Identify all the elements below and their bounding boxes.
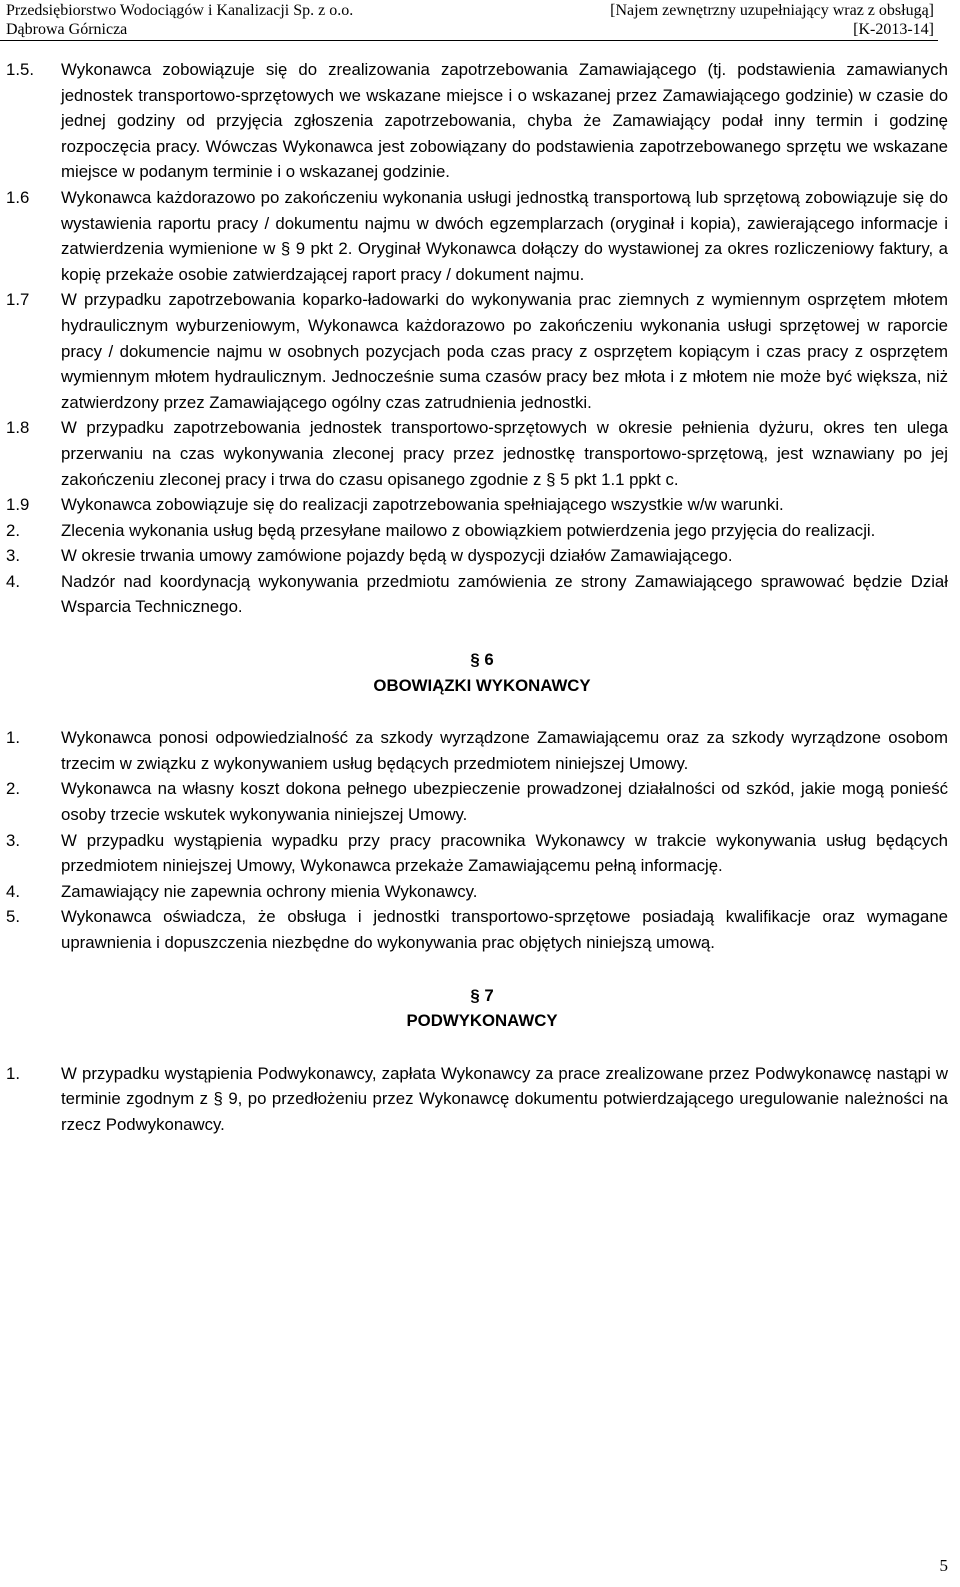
item-number: 1. — [6, 1063, 20, 1083]
list-item — [0, 904, 948, 955]
item-number: 1.7 — [6, 290, 30, 310]
list-item — [0, 287, 948, 415]
item-number: 2. — [6, 779, 20, 799]
item-text: Wykonawca zobowiązuje się do realizacji zapotrzebowania spełniającego wszystkie w/w warunki. — [61, 495, 784, 515]
page-header — [0, 0, 960, 40]
page-number: 5 — [939, 1556, 948, 1575]
item-text: W przypadku zapotrzebowania jednostek transportowo-sprzętowych w okresie pełnienia dyżuru, okres ten ulega przerwaniu na czas wykonywania zleconej pracy przez jednostkę transportowo-sprzętową, jest wznawiany po jej zakończeniu zleconej pracy i trwa do czasu opisanego zgodnie z § 5 pkt 1.1 ppkt c. — [61, 418, 948, 489]
item-number: 3. — [6, 830, 20, 850]
header-company: Przedsiębiorstwo Wodociągów i Kanalizacji Sp. z o.o. — [6, 2, 354, 19]
item-text: W przypadku wystąpienia Podwykonawcy, zapłata Wykonawcy za prace zrealizowane przez Podwykonawcę nastąpi w terminie zgodnym z § 9, po przedłożeniu przez Wykonawcę dokumentu potwierdzającego uregulowanie należności na rzecz Podwykonawcy. — [61, 1063, 948, 1134]
section-6-heading — [0, 647, 948, 698]
item-number: 2. — [6, 520, 20, 540]
section-6-title: OBOWIĄZKI WYKONAWCY — [373, 675, 591, 695]
item-text: Wykonawca zobowiązuje się do zrealizowania zapotrzebowania Zamawiającego (tj. podstawienia zamawianych jednostek transportowo-sprzętowych we wskazane miejsce i o wskazanej przez Zamawiającego godzinie) w czasie do jednej godziny od przyjęcia zgłoszenia zapotrzebowania, chyba że Zamawiający podał inny termin i godzinę rozpoczęcia pracy. Wówczas Wykonawca jest zobowiązany do podstawienia zapotrzebowanego sprzętu we wskazane miejsce w podanym terminie i o wskazanej godzinie. — [61, 60, 948, 182]
list-item — [0, 185, 948, 287]
list-item — [0, 518, 948, 544]
section-6-symbol: § 6 — [470, 650, 494, 670]
item-text: Wykonawca każdorazowo po zakończeniu wykonania usługi jednostką transportową lub sprzętową zobowiązuje się do wystawienia raportu pracy / dokumentu najmu w dwóch egzemplarzach (oryginał i kopia), zawierającego informacje i zatwierdzenia wymienione w § 9 pkt 2. Oryginał Wykonawca dołączy do wystawionej za okres rozliczeniowy faktury, a kopię przekaże osobie zatwierdzającej raport pracy / dokument najmu. — [61, 187, 948, 284]
list-item — [0, 569, 948, 620]
item-number: 1. — [6, 728, 20, 748]
item-number: 1.8 — [6, 418, 30, 438]
item-number: 3. — [6, 546, 20, 566]
list-item — [0, 776, 948, 827]
list-item — [0, 543, 948, 569]
item-text: Wykonawca oświadcza, że obsługa i jednostki transportowo-sprzętowe posiadają kwalifikacje oraz wymagane uprawnienia i dopuszczenia niezbędne do wykonywania prac objętych niniejszą umową. — [61, 907, 948, 952]
item-text: W okresie trwania umowy zamówione pojazdy będą w dyspozycji działów Zamawiającego. — [61, 546, 733, 566]
list-item — [0, 415, 948, 492]
item-number: 5. — [6, 907, 20, 927]
section-7-heading — [0, 983, 948, 1034]
list-item — [0, 725, 948, 776]
list-item — [0, 879, 948, 905]
header-right — [610, 1, 934, 39]
item-number: 1.6 — [6, 187, 30, 207]
item-number: 4. — [6, 881, 20, 901]
item-text: Wykonawca na własny koszt dokona pełnego ubezpieczenie prowadzonej działalności od szkód, jakie mogą ponieść osoby trzecie wskutek wykonywania niniejszej Umowy. — [61, 779, 948, 825]
header-city: Dąbrowa Górnicza — [6, 21, 128, 38]
item-number: 4. — [6, 571, 20, 591]
section-7-symbol: § 7 — [470, 985, 494, 1005]
item-number: 1.5. — [6, 60, 34, 79]
list-item — [0, 57, 948, 185]
document-body — [0, 57, 948, 1138]
item-text: Zlecenia wykonania usług będą przesyłane mailowo z obowiązkiem potwierdzenia jego przyjęcia do realizacji. — [61, 520, 876, 540]
item-text: W przypadku wystąpienia wypadku przy pracy pracownika Wykonawcy w trakcie wykonywania usług będących przedmiotem niniejszej Umowy, Wykonawca przekaże Zamawiającemu pełną informację. — [61, 830, 948, 876]
header-code: [K-2013-14] — [853, 21, 934, 38]
list-item — [0, 492, 948, 518]
item-number: 1.9 — [6, 495, 30, 515]
item-text: W przypadku zapotrzebowania koparko-ładowarki do wykonywania prac ziemnych z wymiennym osprzętem młotem hydraulicznym wyburzeniowym, Wykonawca każdorazowo po zakończeniu wykonania usługi sprzętowej w raporcie pracy / dokumencie najmu w osobnych pozycjach poda czas pracy z osprzętem kopiącym i czas pracy z osprzętem wymiennym młotem hydraulicznym. Jednocześnie suma czasów pracy bez młota i z młotem nie może być większa, niż zatwierdzony przez Zamawiającego ogólny czas zatrudnienia jednostki. — [61, 290, 948, 412]
item-text: Zamawiający nie zapewnia ochrony mienia Wykonawcy. — [61, 881, 478, 901]
item-text: Nadzór nad koordynacją wykonywania przedmiotu zamówienia ze strony Zamawiającego sprawować będzie Dział Wsparcia Technicznego. — [61, 571, 948, 617]
list-item — [0, 828, 948, 879]
header-left — [6, 1, 353, 39]
section-7-title: PODWYKONAWCY — [406, 1011, 558, 1031]
list-item — [0, 1061, 948, 1138]
item-text: Wykonawca ponosi odpowiedzialność za szkody wyrządzone Zamawiającemu oraz za szkody wyrządzone osobom trzecim w związku z wykonywaniem usług będących przedmiotem niniejszej Umowy. — [61, 728, 948, 773]
header-rule — [0, 40, 938, 41]
header-title: [Najem zewnętrzny uzupełniający wraz z obsługą] — [610, 2, 934, 19]
